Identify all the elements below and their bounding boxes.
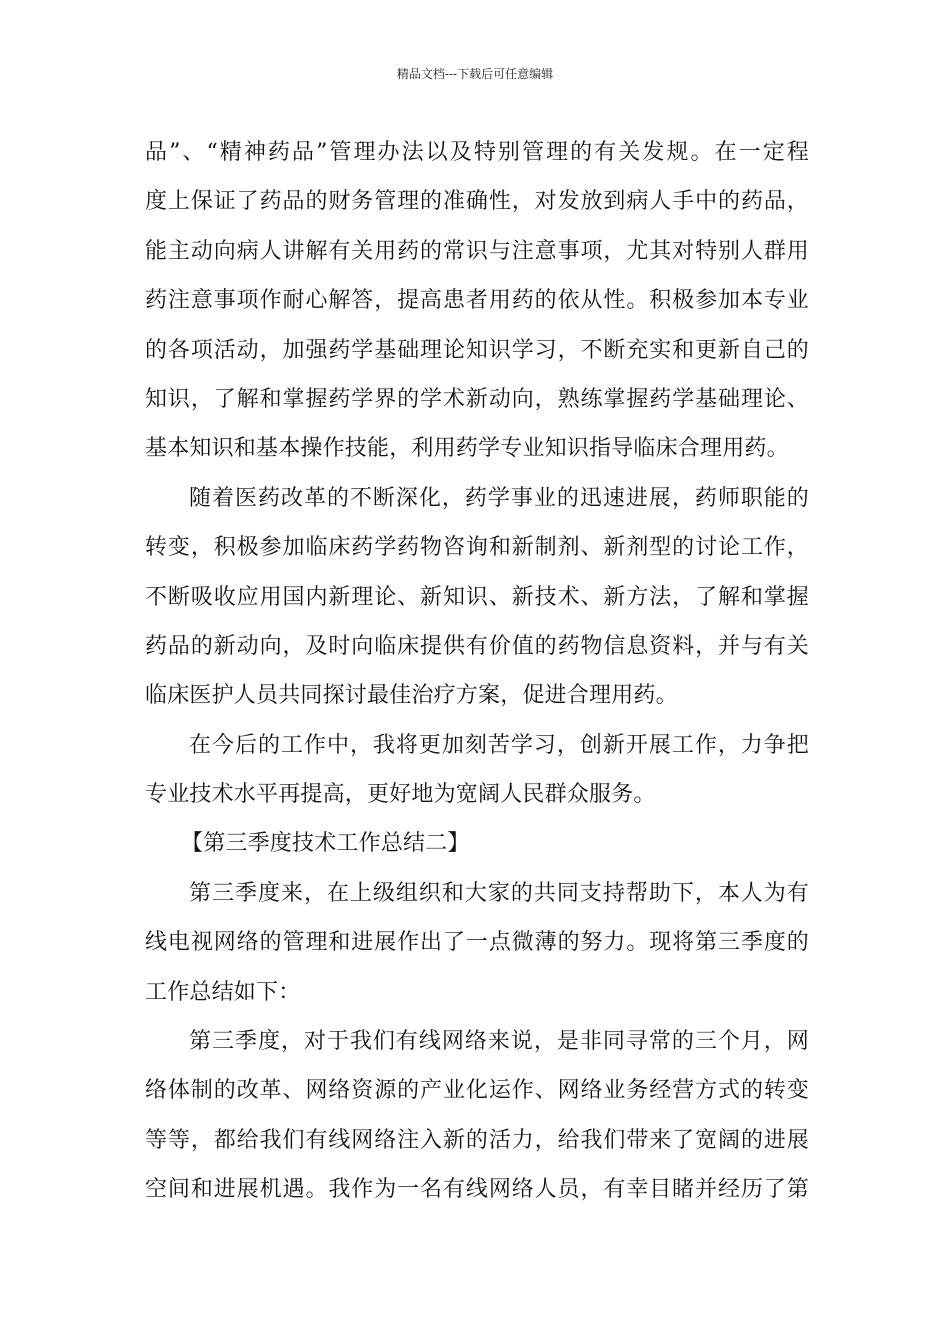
paragraph-line: 药品的新动向，及时向临床提供有价值的药物信息资料，并与有关 (145, 633, 809, 659)
paragraph-line: 随着医药改革的不断深化，药学事业的迅速进展，药师职能的 (189, 485, 809, 511)
paragraph-line: 药注意事项作耐心解答，提高患者用药的依从性。积极参加本专业 (145, 288, 809, 314)
paragraph-line: 空间和进展机遇。我作为一名有线网络人员，有幸目睹并经历了第 (145, 1177, 809, 1203)
paragraph-line: 在今后的工作中，我将更加刻苦学习，创新开展工作，力争把 (189, 732, 809, 758)
section-heading: 【第三季度技术工作总结二】 (181, 831, 470, 857)
paragraph-line: 第三季度，对于我们有线网络来说，是非同寻常的三个月，网 (189, 1029, 809, 1055)
paragraph-line: 线电视网络的管理和进展作出了一点微薄的努力。现将第三季度的 (145, 930, 809, 956)
paragraph-line: 品”、“精神药品”管理办法以及特别管理的有关发规。在一定程 (145, 140, 809, 165)
paragraph-line: 等等，都给我们有线网络注入新的活力，给我们带来了宽阔的进展 (145, 1127, 809, 1153)
page-header: 精品文档---下载后可任意编辑 (396, 67, 554, 81)
paragraph-line: 基本知识和基本操作技能，利用药学专业知识指导临床合理用药。 (145, 436, 789, 462)
paragraph-line: 能主动向病人讲解有关用药的常识与注意事项，尤其对特别人群用 (145, 238, 809, 264)
paragraph-line: 第三季度来，在上级组织和大家的共同支持帮助下，本人为有 (189, 880, 809, 906)
paragraph-line: 转变，积极参加临床药学药物咨询和新制剂、新剂型的讨论工作， (145, 535, 809, 561)
paragraph-line: 络体制的改革、网络资源的产业化运作、网络业务经营方式的转变 (145, 1078, 809, 1104)
paragraph-line: 专业技术水平再提高，更好地为宽阔人民群众服务。 (145, 782, 656, 808)
paragraph-line: 的各项活动，加强药学基础理论知识学习，不断充实和更新自己的 (145, 337, 809, 363)
paragraph-line: 临床医护人员共同探讨最佳治疗方案，促进合理用药。 (145, 683, 678, 709)
paragraph-line: 工作总结如下： (145, 979, 301, 1005)
paragraph-line: 不断吸收应用国内新理论、新知识、新技术、新方法，了解和掌握 (145, 584, 809, 610)
document-body (145, 128, 809, 1215)
paragraph-line: 知识，了解和掌握药学界的学术新动向，熟练掌握药学基础理论、 (145, 386, 809, 412)
paragraph-line: 度上保证了药品的财务管理的准确性，对发放到病人手中的药品， (145, 189, 809, 215)
